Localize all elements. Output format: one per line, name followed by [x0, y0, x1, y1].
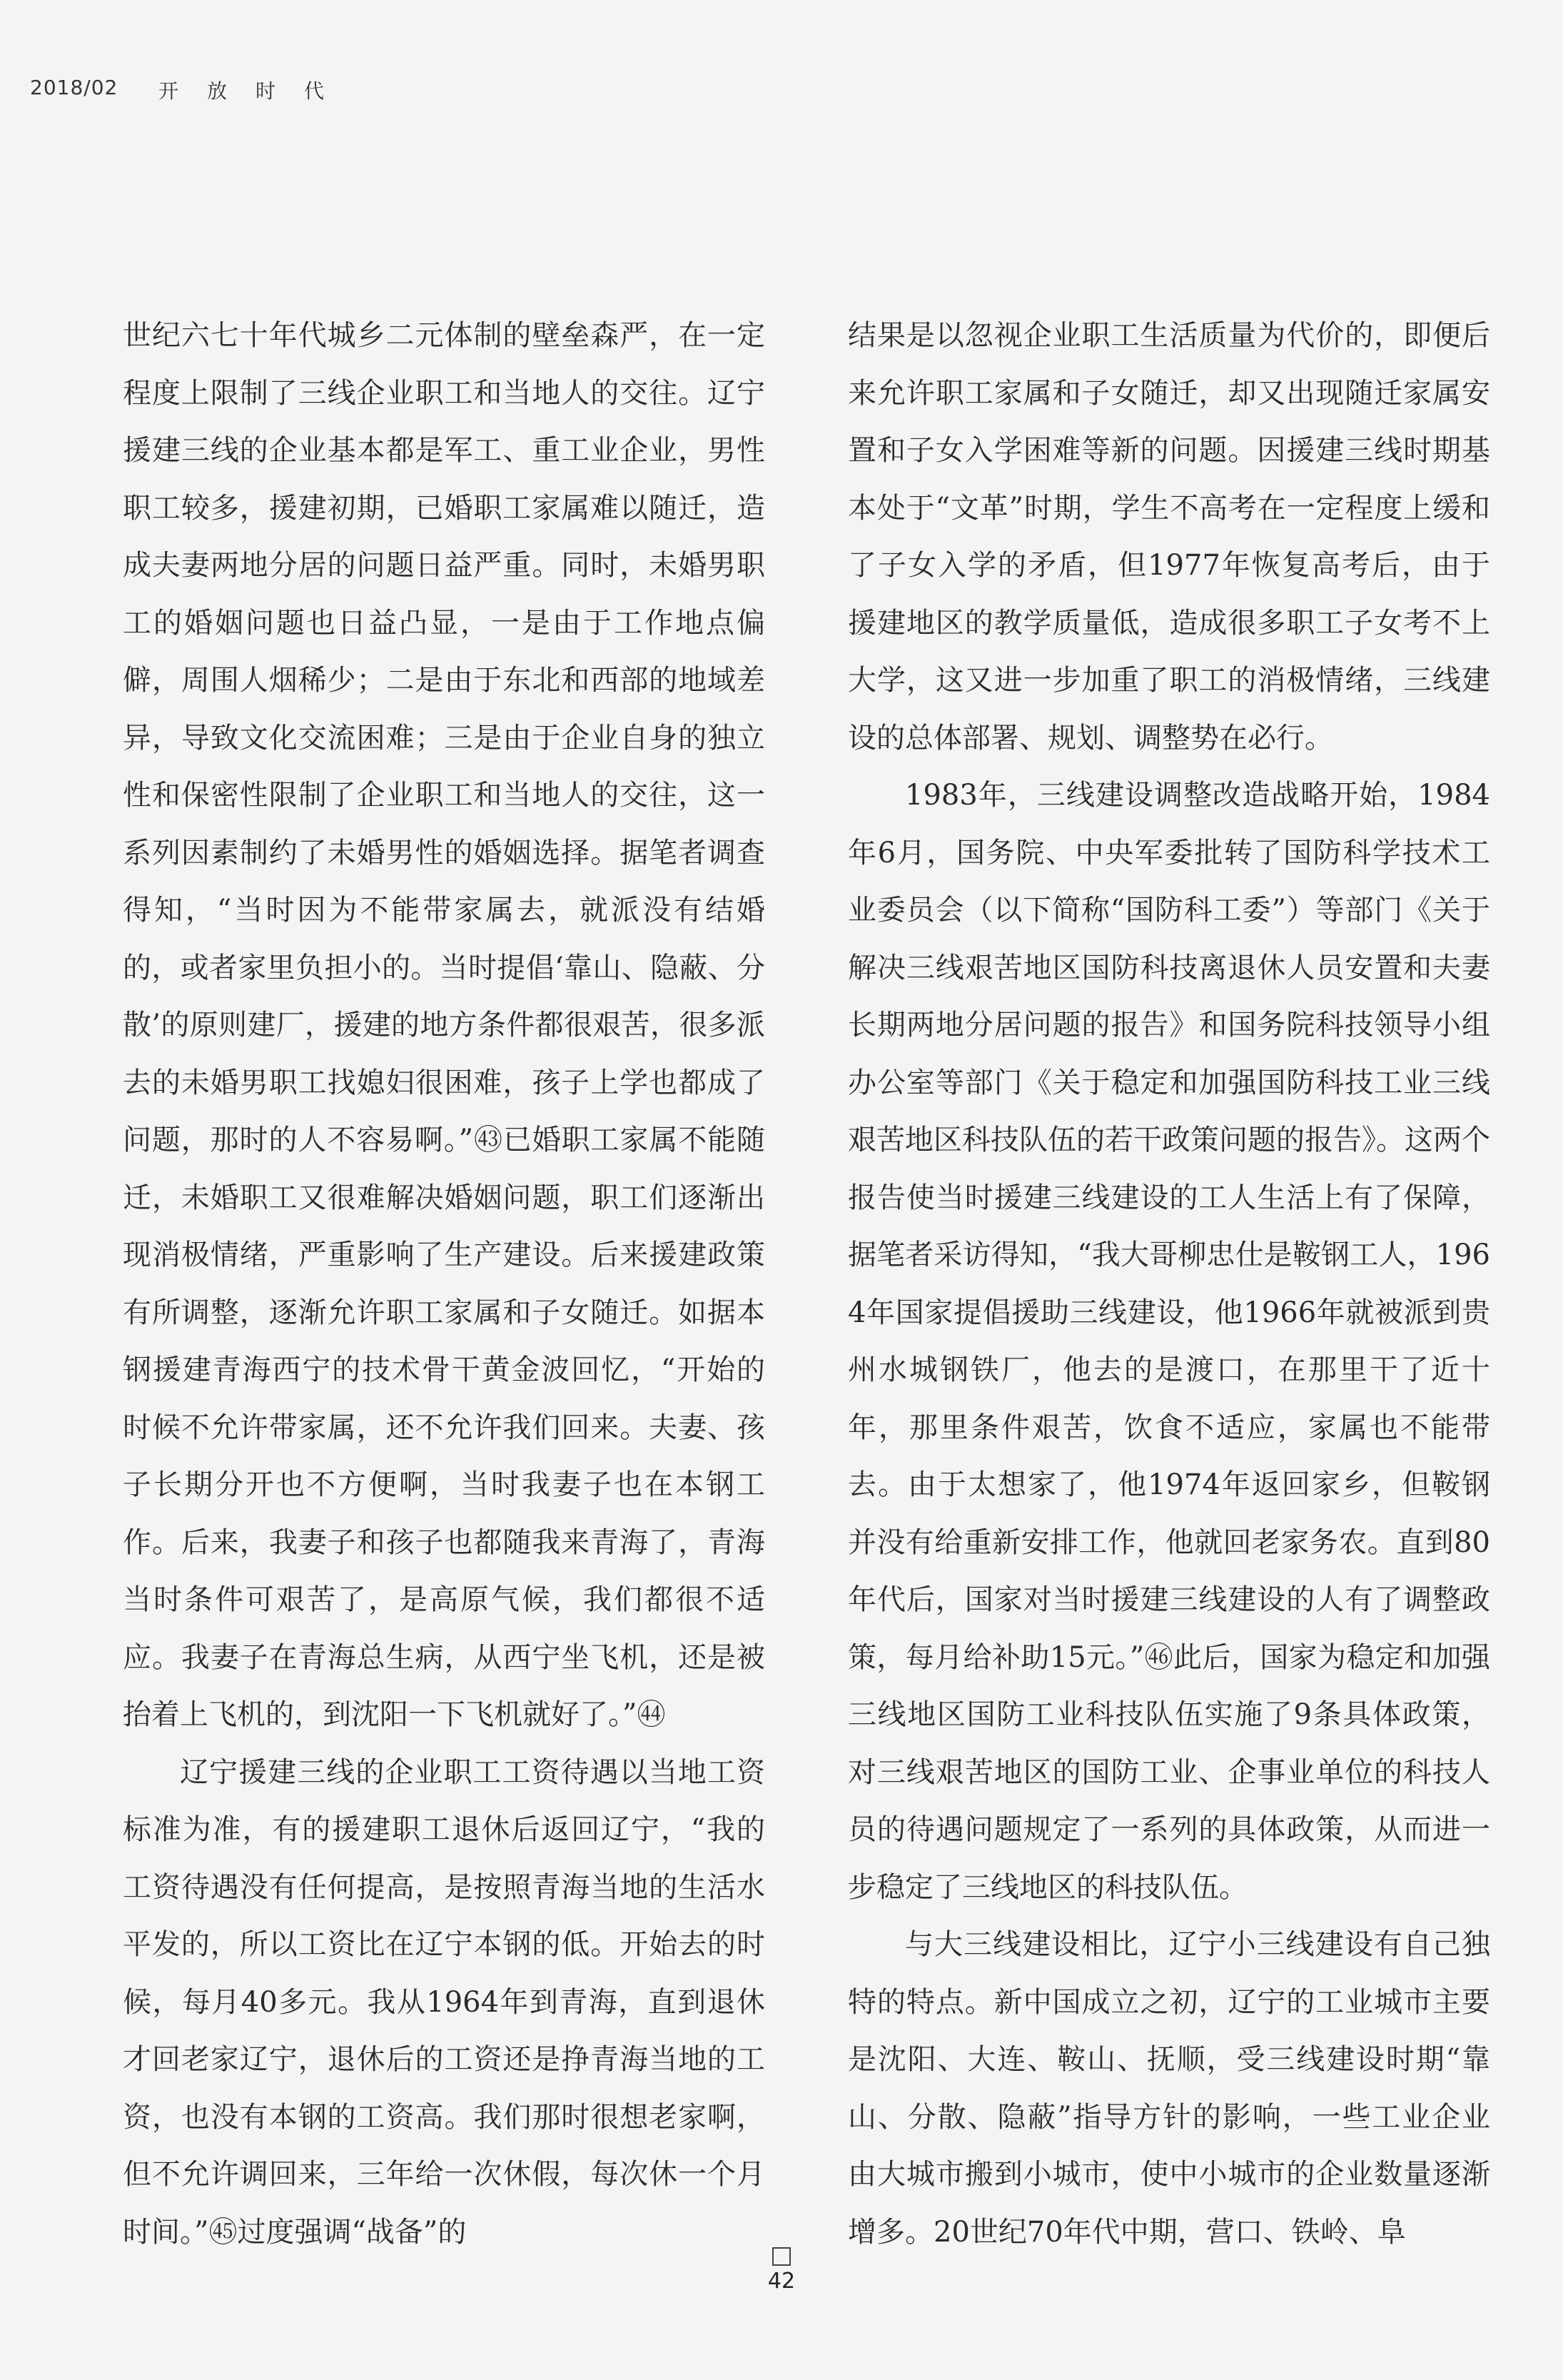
journal-title: 开放时代: [158, 79, 353, 103]
paragraph-right-2: 1983年，三线建设调整改造战略开始，1984年6月，国务院、中央军委批转了国防科学技术工业委员会（以下简称“国防科工委”）等部门《关于解决三线艰苦地区国防科技离退休人员安置和夫妻长期两地分居问题的报告》和国务院科技领导小组办公室等部门《关于稳定和加强国防科技工业三线艰苦地区科技队伍的若干政策问题的报告》。这两个报告使当时援建三线建设的工人生活上有了保障，据笔者采访得知，“我大哥柳忠仕是鞍钢工人，1964年国家提倡援助三线建设，他1966年就被派到贵州水城钢铁厂，他去的是渡口，在那里干了近十年，那里条件艰苦，饮食不适应，家属也不能带去。由于太想家了，他1974年返回家乡，但鞍钢并没有给重新安排工作，他就回老家务农。直到80年代后，国家对当时援建三线建设的人有了调整政策，每月给补助15元。”㊻此后，国家为稳定和加强三线地区国防工业科技队伍实施了9条具体政策，对三线艰苦地区的国防工业、企事业单位的科技人员的待遇问题规定了一系列的具体政策，从而进一步稳定了三线地区的科技队伍。: [848, 779, 1490, 1904]
paragraph-right-1: 结果是以忽视企业职工生活质量为代价的，即便后来允许职工家属和子女随迁，却又出现随迁家属安置和子女入学困难等新的问题。因援建三线时期基本处于“文革”时期，学生不高考在一定程度上缓和了子女入学的矛盾，但1977年恢复高考后，由于援建地区的教学质量低，造成很多职工子女考不上大学，这又进一步加重了职工的消极情绪，三线建设的总体部署、规划、调整势在必行。: [848, 319, 1490, 755]
paragraph-left-2: 辽宁援建三线的企业职工工资待遇以当地工资标准为准，有的援建职工退休后返回辽宁，“我的工资待遇没有任何提高，是按照青海当地的生活水平发的，所以工资比在辽宁本钢的低。开始去的时候，每月40多元。我从1964年到青海，直到退休才回老家辽宁，退休后的工资还是挣青海当地的工资，也没有本钢的工资高。我们那时很想老家啊，但不允许调回来，三年给一次休假，每次休一个月时间。”㊺过度强调“战备”的: [123, 1755, 765, 2249]
left-column: [123, 307, 765, 2261]
footer-box-ornament: [772, 2247, 791, 2266]
page-number: 42: [767, 2269, 796, 2294]
paragraph-left-1: 世纪六七十年代城乡二元体制的壁垒森严，在一定程度上限制了三线企业职工和当地人的交往。辽宁援建三线的企业基本都是军工、重工业企业，男性职工较多，援建初期，已婚职工家属难以随迁，造成夫妻两地分居的问题日益严重。同时，未婚男职工的婚姻问题也日益凸显，一是由于工作地点偏僻，周围人烟稀少；二是由于东北和西部的地域差异，导致文化交流困难；三是由于企业自身的独立性和保密性限制了企业职工和当地人的交往，这一系列因素制约了未婚男性的婚姻选择。据笔者调查得知，“当时因为不能带家属去，就派没有结婚的，或者家里负担小的。当时提倡‘靠山、隐蔽、分散’的原则建厂，援建的地方条件都很艰苦，很多派去的未婚男职工找媳妇很困难，孩子上学也都成了问题，那时的人不容易啊。”㊸已婚职工家属不能随迁，未婚职工又很难解决婚姻问题，职工们逐渐出现消极情绪，严重影响了生产建设。后来援建政策有所调整，逐渐允许职工家属和子女随迁。如据本钢援建青海西宁的技术骨干黄金波回忆，“开始的时候不允许带家属，还不允许我们回来。夫妻、孩子长期分开也不方便啊，当时我妻子也在本钢工作。后来，我妻子和孩子也都随我来青海了，青海当时条件可艰苦了，是高原气候，我们都很不适应。我妻子在青海总生病，从西宁坐飞机，还是被抬着上飞机的，到沈阳一下飞机就好了。”㊹: [123, 319, 765, 1731]
running-header: [0, 71, 428, 107]
page-footer: [753, 2247, 810, 2294]
issue-number: 2018/02: [30, 76, 118, 99]
right-column: [848, 307, 1490, 2261]
paragraph-right-3: 与大三线建设相比，辽宁小三线建设有自己独特的特点。新中国成立之初，辽宁的工业城市主要是沈阳、大连、鞍山、抚顺，受三线建设时期“靠山、分散、隐蔽”指导方针的影响，一些工业企业由大城市搬到小城市，使中小城市的企业数量逐渐增多。20世纪70年代中期，营口、铁岭、阜: [848, 1928, 1490, 2249]
